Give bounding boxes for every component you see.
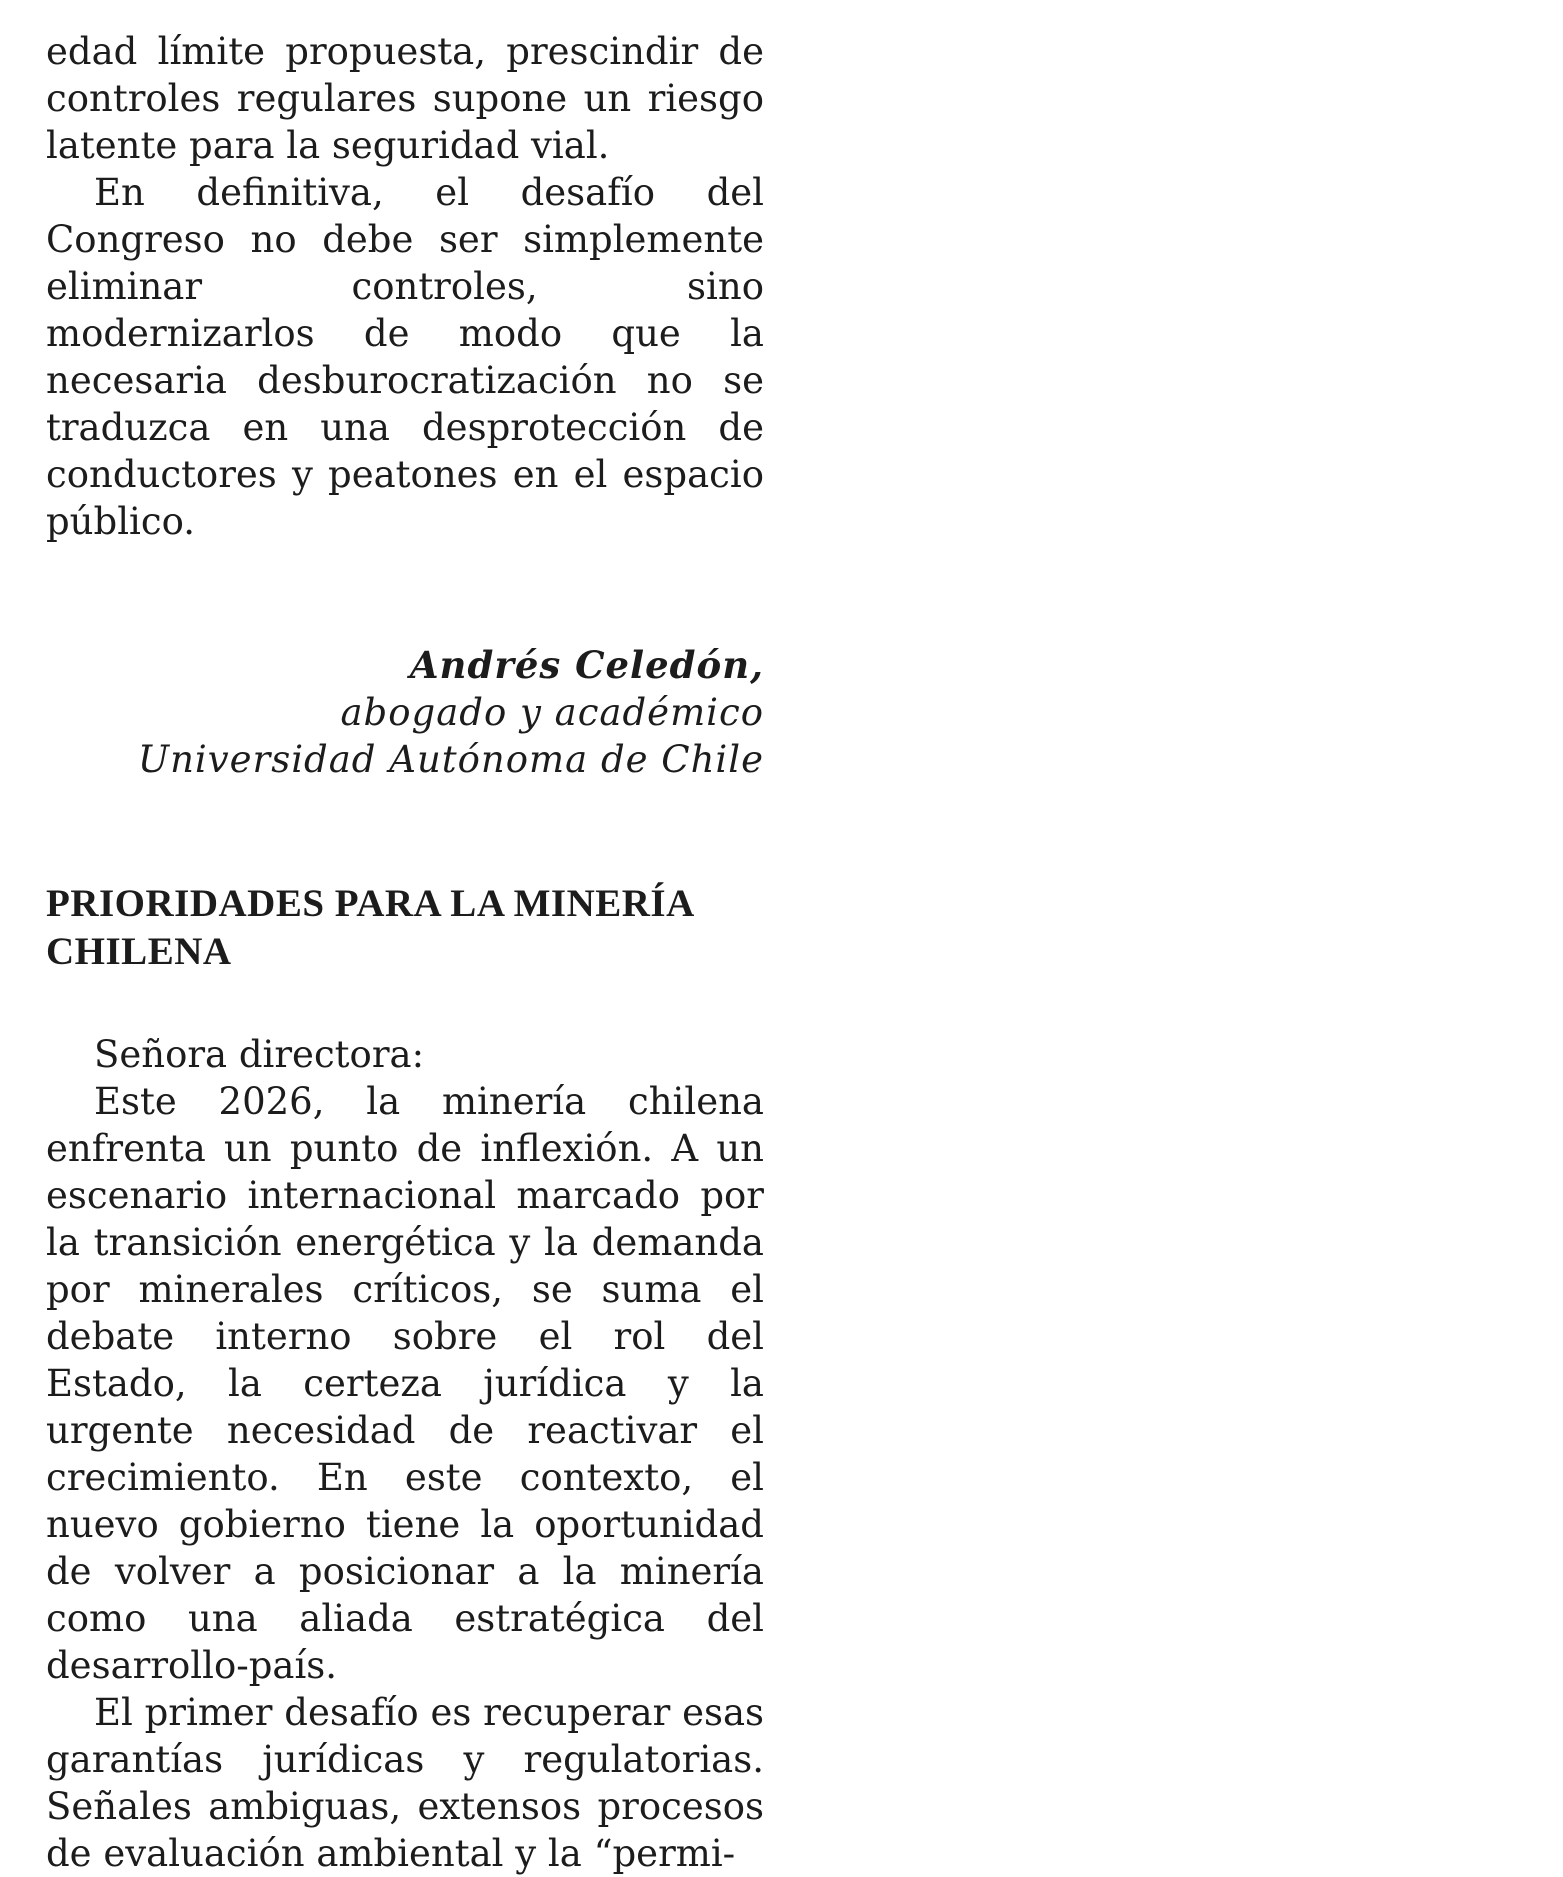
letter-headline: PRIORIDADES PARA LA MINERÍA CHILENA <box>46 882 693 973</box>
author-name: Andrés Celedón, <box>409 643 764 687</box>
salutation: Señora directora: <box>94 1033 425 1076</box>
author-institution: Universidad Autónoma de Chile <box>137 738 764 781</box>
author-role: abogado y académico <box>340 691 764 734</box>
paragraph-conclusion: En definitiva, el desafío del Congreso no debe ser simplemente eliminar controles, sino modernizarlos de modo que la necesaria desburocratización no se traduzca en una desprotección de conductores y peatones en el espacio público. <box>46 171 764 543</box>
author-signature <box>46 642 764 783</box>
article-column <box>46 28 764 1877</box>
next-letter-body <box>46 1031 764 1877</box>
paragraph-continuation: edad límite propuesta, prescindir de controles regulares supone un riesgo latente para la seguridad vial. <box>46 30 764 167</box>
paragraph-challenge: El primer desafío es recuperar esas garantías jurídicas y regulatorias. Señales ambiguas, extensos procesos de evaluación ambiental y la “permi- <box>46 1691 764 1875</box>
previous-letter-body <box>46 28 764 545</box>
paragraph-intro: Este 2026, la minería chilena enfrenta un punto de inflexión. A un escenario internacional marcado por la transición energética y la demanda por minerales críticos, se suma el debate interno sobre el rol del Estado, la certeza jurídica y la urgente necesidad de reactivar el crecimiento. En este contexto, el nuevo gobierno tiene la oportunidad de volver a posicionar a la minería como una aliada estratégica del desarrollo-país. <box>46 1080 764 1687</box>
